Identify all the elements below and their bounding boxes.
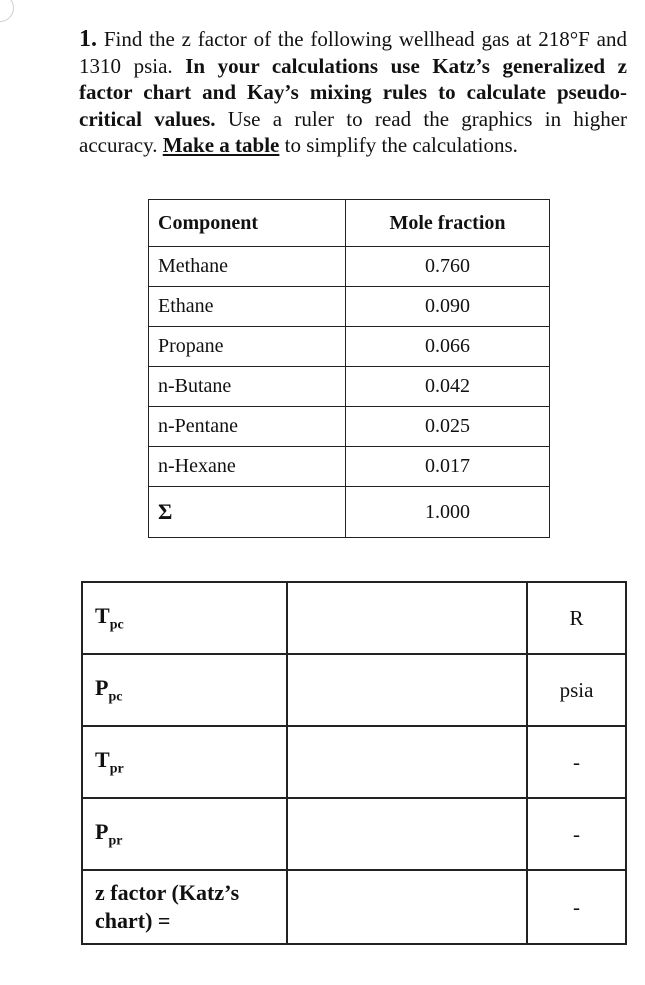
subscript: pr: [108, 833, 123, 849]
table-row: [149, 287, 550, 327]
table-row: [149, 327, 550, 367]
question-number: 1.: [79, 26, 97, 52]
calc-row-tpc: [82, 582, 626, 654]
tpr-unit: -: [527, 726, 626, 798]
component-name: n-Butane: [149, 367, 346, 407]
sum-row: [149, 487, 550, 538]
subscript: pc: [108, 689, 123, 705]
sigma-symbol: Σ: [158, 499, 173, 524]
mole-fraction: 0.760: [346, 247, 550, 287]
sum-value: 1.000: [346, 487, 550, 538]
table-row: [149, 247, 550, 287]
component-name: Ethane: [149, 287, 346, 327]
ppr-answer-cell[interactable]: [287, 798, 527, 870]
table-header-row: [149, 200, 550, 247]
z-factor-unit: -: [527, 870, 626, 944]
z-label-line2: chart) =: [95, 908, 171, 933]
tpc-unit: R: [527, 582, 626, 654]
tpc-answer-cell[interactable]: [287, 582, 527, 654]
component-name: Propane: [149, 327, 346, 367]
calc-row-z-factor: [82, 870, 626, 944]
tpc-label: [82, 582, 287, 654]
component-name: n-Pentane: [149, 407, 346, 447]
symbol: T: [95, 746, 110, 772]
component-name: n-Hexane: [149, 447, 346, 487]
table-row: [149, 367, 550, 407]
tpr-label: [82, 726, 287, 798]
mole-fraction: 0.066: [346, 327, 550, 367]
ppc-label: [82, 654, 287, 726]
question-text-part2: Use a ruler to read the graphics in higher accuracy.: [79, 106, 628, 157]
sum-symbol-cell: [149, 487, 346, 538]
mole-fraction: 0.090: [346, 287, 550, 327]
component-name: Methane: [149, 247, 346, 287]
mole-fraction: 0.017: [346, 447, 550, 487]
question-text-underline: Make a table: [162, 133, 280, 157]
question-text-bold: In your calculations use Katz’s generalized z factor chart and Kay’s mixing rules to calculate pseudo-critical values.: [79, 53, 627, 131]
z-factor-answer-cell[interactable]: [287, 870, 527, 944]
symbol: P: [95, 818, 109, 844]
table-row: [149, 447, 550, 487]
ppr-unit: -: [527, 798, 626, 870]
mole-fraction: 0.025: [346, 407, 550, 447]
ppc-answer-cell[interactable]: [287, 654, 527, 726]
subscript: pc: [109, 617, 124, 633]
composition-table: [148, 199, 550, 538]
question-text: [79, 26, 627, 159]
subscript: pr: [109, 761, 124, 777]
calc-row-ppr: [82, 798, 626, 870]
tpr-answer-cell[interactable]: [287, 726, 527, 798]
symbol: T: [95, 602, 110, 628]
z-factor-label: [82, 870, 287, 944]
question-text-part1: Find the z factor of the following wellhead gas at 218°F and 1310 psia.: [79, 27, 628, 78]
header-mole-fraction: Mole fraction: [346, 200, 550, 247]
mole-fraction: 0.042: [346, 367, 550, 407]
ppc-unit: psia: [527, 654, 626, 726]
table-row: [149, 407, 550, 447]
header-component: Component: [149, 200, 346, 247]
calc-row-tpr: [82, 726, 626, 798]
page-corner-decoration: [0, 0, 14, 22]
symbol: P: [95, 674, 109, 700]
z-label-line1: z factor (Katz’s: [95, 880, 240, 905]
question-text-part3: to simplify the calculations.: [284, 133, 518, 157]
ppr-label: [82, 798, 287, 870]
calculation-table: [81, 581, 627, 945]
calc-row-ppc: [82, 654, 626, 726]
